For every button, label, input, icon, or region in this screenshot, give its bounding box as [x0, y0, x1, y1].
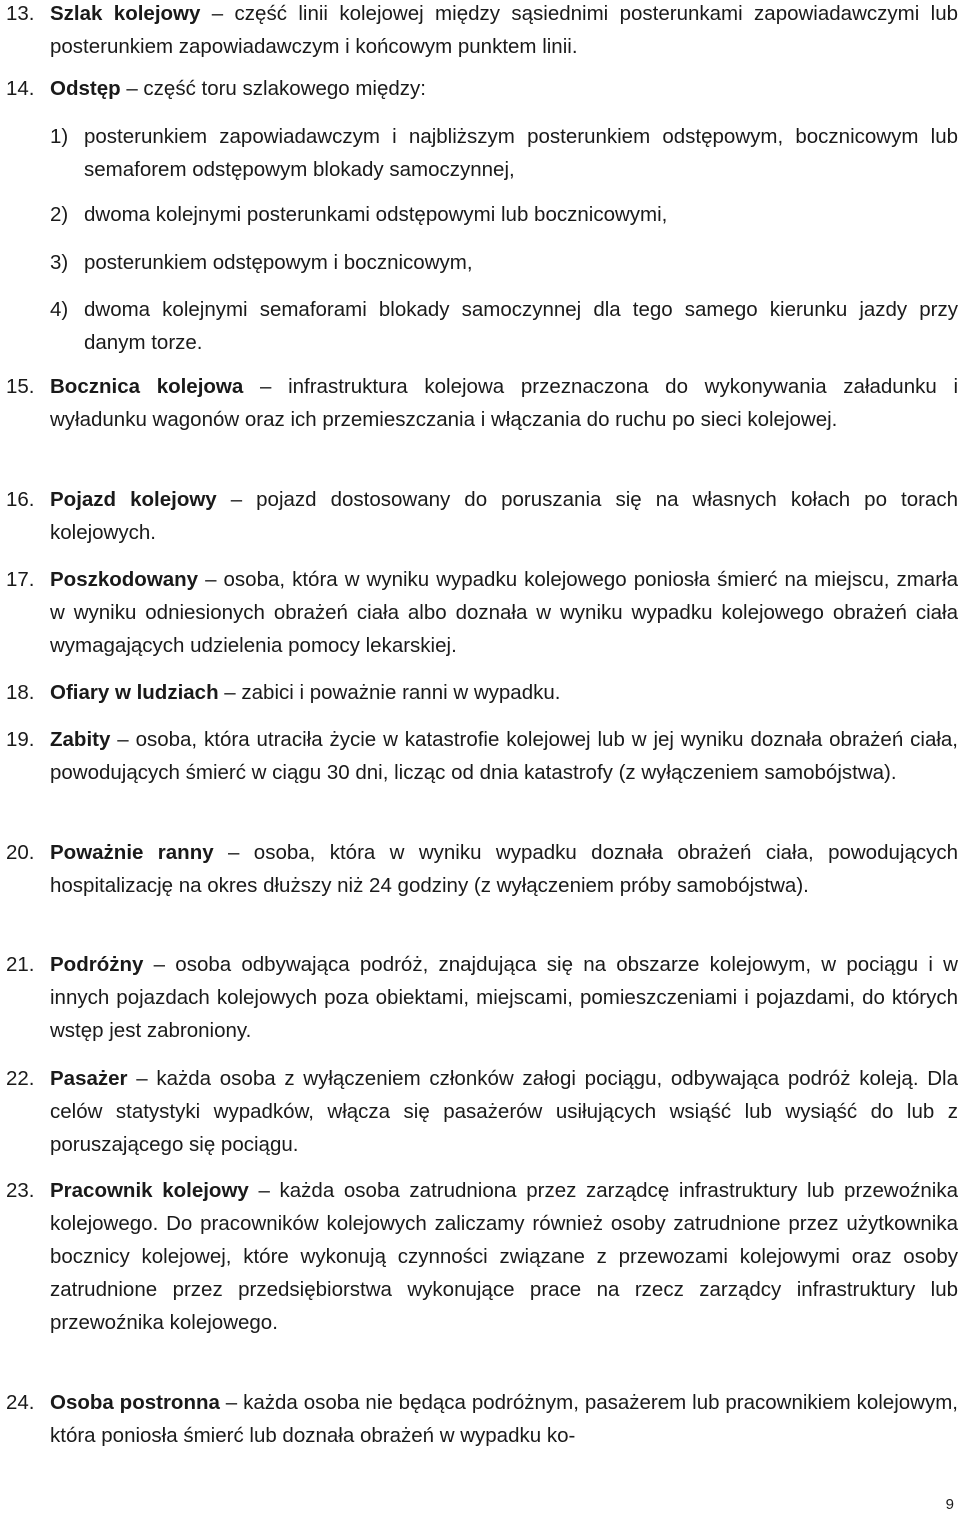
definition-term: Poszkodowany: [50, 568, 199, 591]
subitem-text: dwoma kolejnymi semaforami blokady samoczynnej dla tego samego kierunku jazdy przy danym torze.: [84, 298, 958, 354]
definition-18: [0, 676, 958, 709]
definition-19: [0, 723, 958, 789]
definition-22: [0, 1062, 958, 1161]
definition-body: [50, 723, 958, 789]
subitem-text: posterunkiem zapowiadawczym i najbliższym posterunkiem odstępowym, bocznicowym lub semaforem odstępowym blokady samoczynnej,: [84, 125, 958, 181]
subitem-number: 1): [50, 125, 69, 148]
definition-term: Odstęp: [50, 77, 121, 100]
definition-text: – każda osoba z wyłączeniem członków załogi pociągu, odbywająca podróż koleją. Dla celów statystyki wypadków, włącza się pasażerów usiłujących wsiąść lub wysiąść do lub z poruszającego się pociągu.: [50, 1067, 958, 1156]
definition-15: [0, 370, 958, 436]
definition-number: 19.: [6, 728, 35, 751]
page-number: 9: [945, 1496, 954, 1513]
definition-text: – każda osoba zatrudniona przez zarządcę infrastruktury lub przewoźnika kolejowego. Do pracowników kolejowych zaliczamy również osoby zatrudnione przez użytkownika bocznicy kolejowej, które wykonują czynności związane z przewozami kolejowymi oraz osoby zatrudnione przez przedsiębiorstwa wykonujące prace na rzecz zarządcy infrastruktury lub przewoźnika kolejowego.: [50, 1179, 958, 1334]
definition-body: [50, 370, 958, 436]
definition-text: – każda osoba nie będąca podróżnym, pasażerem lub pracownikiem kolejowym, która poniosła śmierć lub doznała obrażeń w wypadku ko-: [50, 1391, 958, 1447]
definition-number: 16.: [6, 488, 35, 511]
definition-20: [0, 836, 958, 902]
definition-17: [0, 563, 958, 662]
definition-number: 15.: [6, 375, 35, 398]
definition-term: Pasażer: [50, 1067, 128, 1090]
definition-text: – osoba, która w wyniku wypadku kolejowego poniosła śmierć na miejscu, zmarła w wyniku odniesionych obrażeń ciała albo doznała w wyniku wypadku kolejowego obrażeń ciała wymagających udzielenia pomocy lekarskiej.: [50, 568, 958, 657]
definition-13: [0, 0, 958, 63]
definition-23: [0, 1174, 958, 1339]
definition-text: – zabici i poważnie ranni w wypadku.: [218, 681, 561, 704]
definition-number: 20.: [6, 841, 35, 864]
definition-body: [50, 1386, 958, 1452]
definition-21: [0, 948, 958, 1047]
definition-body: [50, 72, 958, 105]
definition-number: 23.: [6, 1179, 35, 1202]
definition-number: 21.: [6, 953, 35, 976]
definition-number: 18.: [6, 681, 35, 704]
definition-text: – część linii kolejowej między sąsiednimi posterunkami zapowiadawczymi lub posterunkiem zapowiadawczym i końcowym punktem linii.: [50, 2, 958, 58]
definition-term: Bocznica kolejowa: [50, 375, 244, 398]
subitem-number: 3): [50, 251, 69, 274]
definition-body: [50, 483, 958, 549]
definition-text: – osoba, która utraciła życie w katastrofie kolejowej lub w jej wyniku doznała obrażeń ciała, powodujących śmierć w ciągu 30 dni, licząc od dnia katastrofy (z wyłączeniem samobójstwa).: [50, 728, 958, 784]
definition-text: – osoba odbywająca podróż, znajdująca się na obszarze kolejowym, w pociągu i w innych pojazdach kolejowych poza obiektami, miejscami, pomieszczeniami i pojazdami, do których wstęp jest zabroniony.: [50, 953, 958, 1042]
definition-14: [0, 72, 958, 105]
definition-body: [50, 1174, 958, 1339]
subitem-2: [50, 198, 958, 231]
definition-number: 22.: [6, 1067, 35, 1090]
definition-text: – pojazd dostosowany do poruszania się na własnych kołach po torach kolejowych.: [50, 488, 958, 544]
subitem-number: 4): [50, 298, 69, 321]
definition-body: [50, 948, 958, 1047]
definition-body: [50, 0, 958, 63]
definition-body: [50, 563, 958, 662]
subitem-1: [50, 120, 958, 186]
definition-term: Zabity: [50, 728, 111, 751]
definition-24: [0, 1386, 958, 1452]
definition-term: Pojazd kolejowy: [50, 488, 217, 511]
definition-text: – infrastruktura kolejowa przeznaczona do wykonywania załadunku i wyładunku wagonów oraz ich przemieszczania i włączania do ruchu po sieci kolejowej.: [50, 375, 958, 431]
definition-number: 17.: [6, 568, 35, 591]
subitem-4: [50, 293, 958, 359]
definition-term: Ofiary w ludziach: [50, 681, 219, 704]
subitem-text: posterunkiem odstępowym i bocznicowym,: [84, 251, 473, 274]
definition-term: Podróżny: [50, 953, 144, 976]
definition-term: Szlak kolejowy: [50, 2, 201, 25]
subitem-text: dwoma kolejnymi posterunkami odstępowymi lub bocznicowymi,: [84, 203, 668, 226]
definition-text: – osoba, która w wyniku wypadku doznała obrażeń ciała, powodujących hospitalizację na okres dłuższy niż 24 godziny (z wyłączeniem próby samobójstwa).: [50, 841, 958, 897]
definition-16: [0, 483, 958, 549]
definition-body: [50, 836, 958, 902]
definition-term: Osoba postronna: [50, 1391, 220, 1414]
definition-number: 13.: [6, 2, 35, 25]
definition-term: Pracownik kolejowy: [50, 1179, 249, 1202]
definition-text: – część toru szlakowego między:: [120, 77, 426, 100]
definition-body: [50, 676, 958, 709]
definition-number: 14.: [6, 77, 35, 100]
definition-term: Poważnie ranny: [50, 841, 214, 864]
definition-number: 24.: [6, 1391, 35, 1414]
subitem-number: 2): [50, 203, 69, 226]
definition-body: [50, 1062, 958, 1161]
subitem-3: [50, 246, 958, 279]
